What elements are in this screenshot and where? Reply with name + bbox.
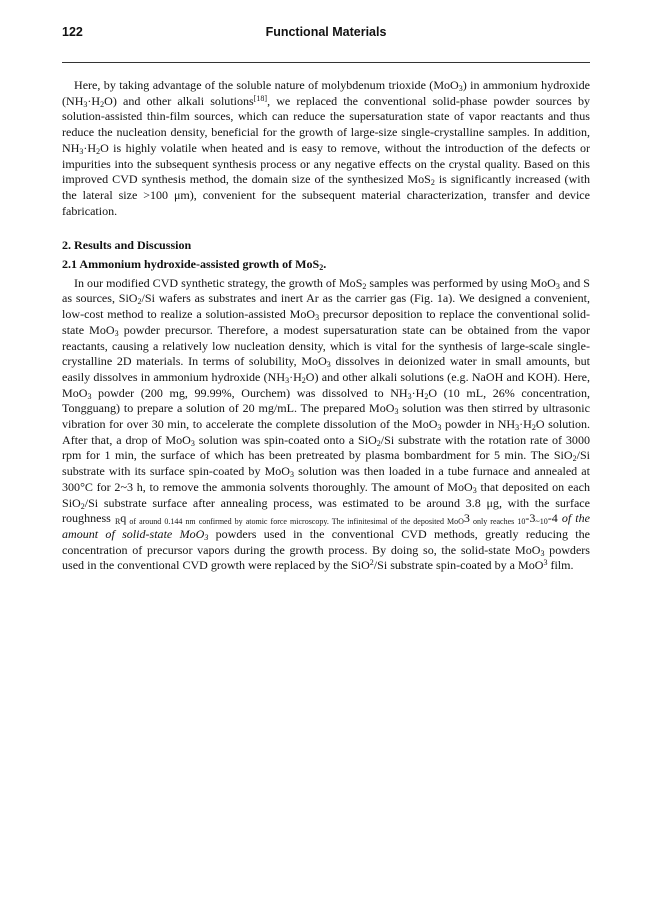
roughness-symbol: of the amount of solid-state MoO bbox=[62, 511, 590, 541]
intro-paragraph: Here, by taking advantage of the soluble nature of molybdenum trioxide (MoO$_3$) in ammonium hydroxide $(NH_3\cdot H_2O)$ and other alkali solutions[18], we replaced the conventional solid-phase powder sources by solution-assisted thin-film sources, which can reduce the supersaturation state of vapor reactants and thus reduce the nucleation density, beneficial for the growth of large-size single-crystalline samples. In addition, $NH_3\cdot H_2O$ is highly volatile when heated and is easy to remove, without the introduction of the defects or impurities into the subsequent synthesis process or any negative effects on the crystal quality. Based on this improved CVD synthesis method, the domain size of the synthesized MoS$_2$ is significantly increased (with the lateral size >100 μm), convenient for the subsequent material characterization, transfer and device fabrication. bbox=[62, 78, 591, 218]
running-title: Functional Materials bbox=[265, 25, 387, 39]
article-body bbox=[62, 78, 590, 574]
citation: [18] bbox=[253, 93, 268, 103]
methods-paragraph: In our modified CVD synthetic strategy, the growth of MoS$_2$ samples was performed by using MoO$_3$ and S as sources, SiO$_2$/Si wafers as substrates and inert Ar as the carrier gas (Fig. 1a). We designed a convenient, low-cost method to realize a solution-assisted MoO$_3$ precursor deposition to replace the conventional solid-state MoO$_3$ powder precursor. Therefore, a modest supersaturation state can be obtained from the vapor reactants, causing a relatively low nucleation density, which is vital for the synthesis of large-scale single-crystalline 2D materials. In terms of solubility, MoO$_3$ dissolves in deionized water in small amounts, but easily dissolves in ammonium hydroxide $(NH_3\cdot H_2O)$ and other alkali solutions (e.g. NaOH and KOH). Here, MoO$_3$ powder (200 mg, 99.99%, Ourchem) was dissolved to $NH_3\cdot H_2O$ (10 mL, 26% concentration, Tongguang) to prepare a solution of 20 mg/mL. The prepared MoO$_3$ solution was then stirred by ultrasonic vibration for over 30 min, to accelerate the complete dissolution of the MoO$_3$ powder in $NH_3\cdot H_2O$ solution. After that, a drop of MoO$_3$ solution was spin-coated onto a SiO$_2$/Si substrate with the rotation rate of 3000 rpm for 1 min, the surface of which has been pretreated by plasma bombardment for 5 min. The SiO$_2$/Si substrate with its surface spin-coated by MoO$_3$ solution was then loaded in a tube furnace and annealed at 300°C for 2~3 h, to remove the ammonia solvents thoroughly. The amount of MoO$_3$ that deposited on each SiO$_2$/Si substrate surface after annealing process, was estimated to be around 3.8 μg, with the surface roughness $_R$q $_{of around 0.144 nm confirmed by atomic force microscopy. The infinitesimal of the deposited MoO}$3 $_{only reaches 10}-3_{\sim 10}-4$ of the amount of solid-state MoO$_3$ powders used in the conventional CVD methods, greatly reducing the concentration of precursor vapors during the growth process. By doing so, the solid-state MoO$_3$ powders used in the conventional CVD growth were replaced by the SiO$^2$/Si substrate spin-coated by a MoO$^3$ film. bbox=[62, 275, 591, 573]
header-rule bbox=[62, 62, 590, 63]
page-header bbox=[62, 24, 590, 40]
page-number: 122 bbox=[62, 25, 83, 39]
section-heading: 2. Results and Discussion bbox=[62, 238, 192, 253]
subsection-heading: 2.1 Ammonium hydroxide-assisted growth of MoS$_2$. bbox=[62, 257, 327, 273]
